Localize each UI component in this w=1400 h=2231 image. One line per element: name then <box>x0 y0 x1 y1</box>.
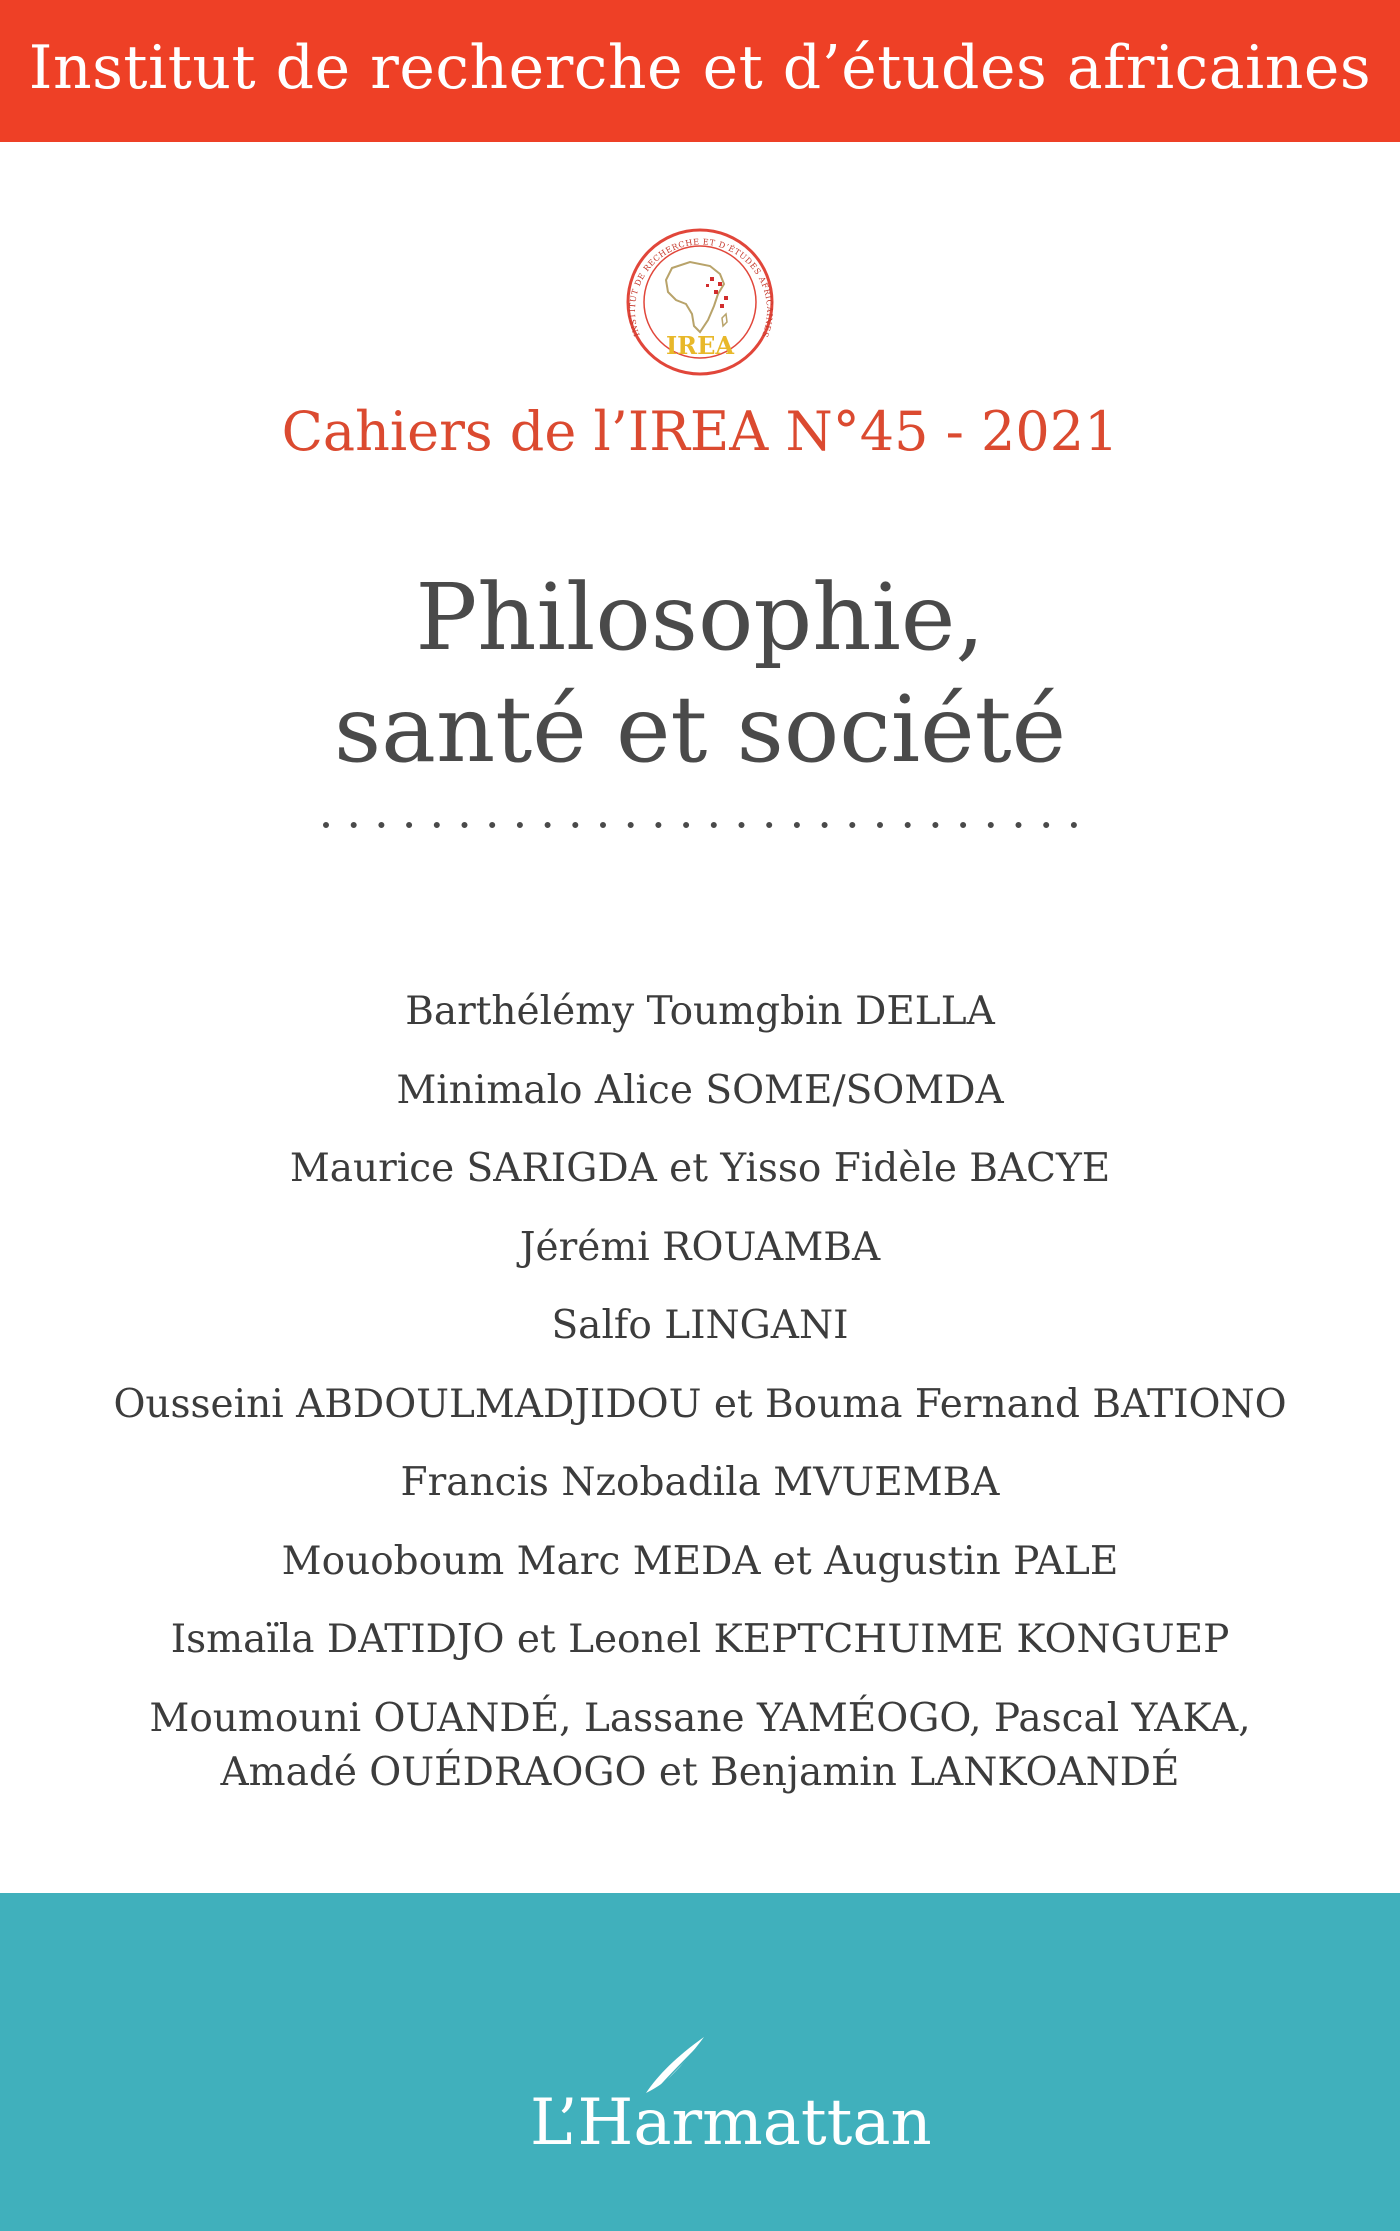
issue-label: Cahiers de l’IREA N°45 - 2021 <box>281 400 1119 463</box>
author-entry: Ousseini ABDOULMADJIDOU et Bouma Fernand BATIONO <box>113 1381 1287 1427</box>
publisher-name: L’Harmattan <box>530 2086 932 2160</box>
publisher-logo <box>530 2035 932 2175</box>
author-entry: Amadé OUÉDRAOGO et Benjamin LANKOANDÉ <box>220 1749 1180 1795</box>
author-entry: Mouoboum Marc MEDA et Augustin PALE <box>281 1538 1119 1584</box>
author-entry: Francis Nzobadila MVUEMBA <box>400 1460 1000 1505</box>
author-entry: Salfo LINGANI <box>551 1303 849 1348</box>
title-line-2: santé et société <box>333 676 1067 783</box>
author-entry: Ismaïla DATIDJO et Leonel KEPTCHUIME KONGUEP <box>170 1617 1230 1662</box>
dotted-separator <box>0 815 1400 839</box>
author-entry: Jérémi ROUAMBA <box>519 1224 881 1270</box>
author-entry: Maurice SARIGDA et Yisso Fidèle BACYE <box>289 1146 1111 1191</box>
institute-name: Institut de recherche et d’études africaines <box>28 33 1372 103</box>
author-entry: Barthélémy Toumgbin DELLA <box>405 989 995 1034</box>
author-list <box>0 984 1400 1799</box>
author-entry: Minimalo Alice SOME/SOMDA <box>396 1067 1004 1113</box>
title-line-1: Philosophie, <box>415 564 985 671</box>
header-band <box>0 0 1400 142</box>
logo-ring-text: INSTITUT DE RECHERCHE ET D’ÉTUDES AFRICAINES <box>627 237 775 339</box>
book-title <box>0 562 1400 786</box>
irea-logo <box>610 222 790 382</box>
author-entry: Moumouni OUANDÉ, Lassane YAMÉOGO, Pascal YAKA, <box>149 1695 1251 1741</box>
africa-map-icon <box>666 262 728 332</box>
logo-acronym: IREA <box>665 331 735 360</box>
irea-seal <box>610 222 790 382</box>
